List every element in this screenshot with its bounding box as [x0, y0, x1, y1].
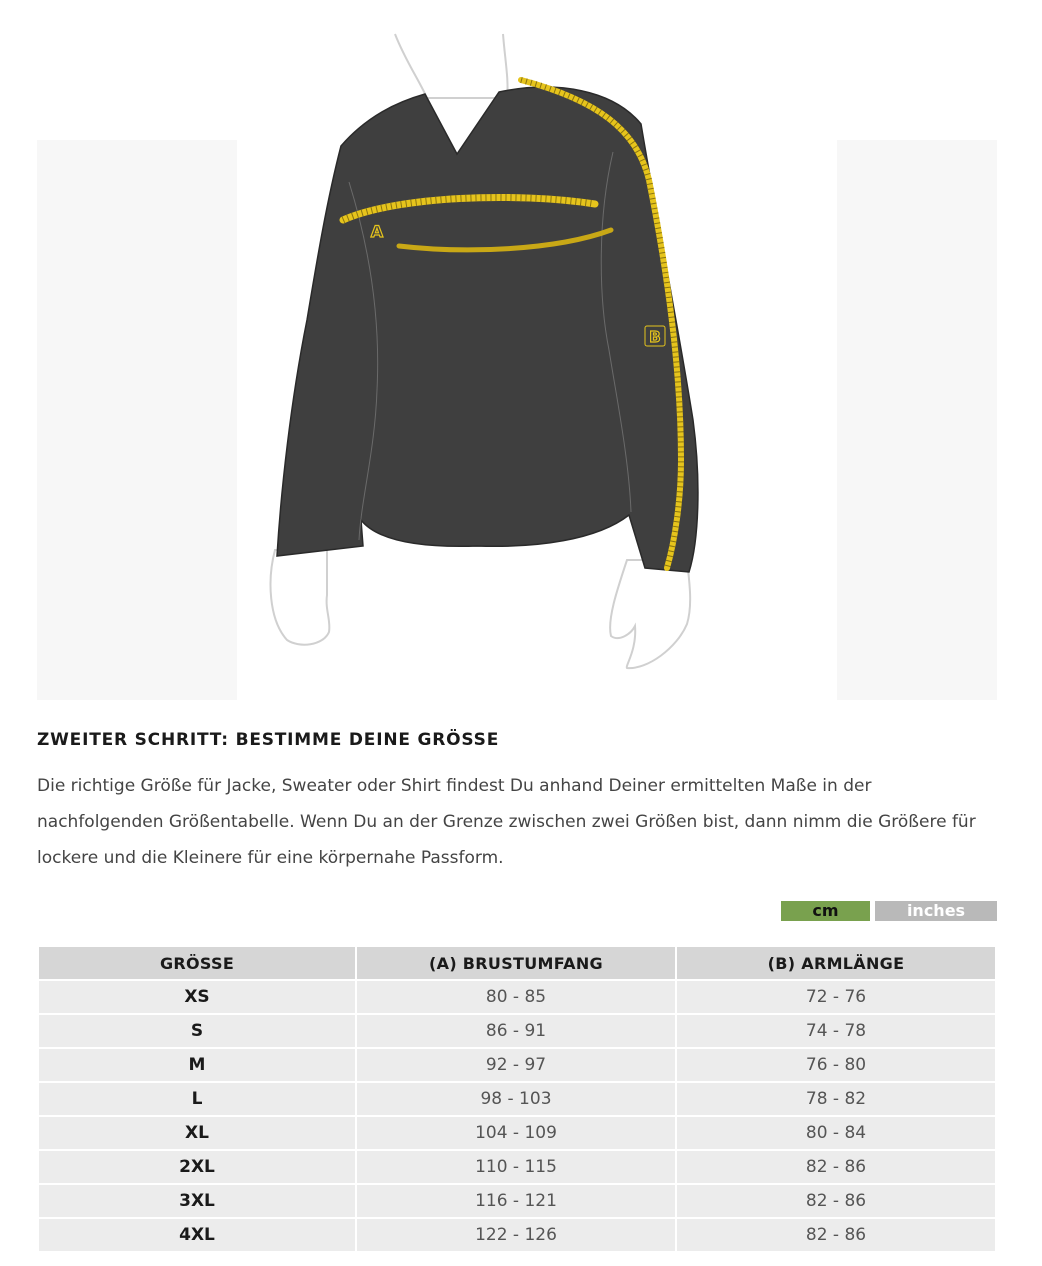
marker-a-label: A — [370, 222, 384, 241]
chest-cell: 98 - 103 — [357, 1083, 675, 1115]
right-background-panel — [837, 140, 997, 700]
table-row — [39, 1015, 995, 1047]
unit-toggle — [781, 901, 997, 921]
marker-b-label: B — [649, 328, 661, 346]
measurement-illustration — [37, 20, 997, 700]
table-row — [39, 1151, 995, 1183]
chest-cell: 92 - 97 — [357, 1049, 675, 1081]
step-title: ZWEITER SCHRITT: BESTIMME DEINE GRÖSSE — [37, 730, 500, 750]
chest-cell: 110 - 115 — [357, 1151, 675, 1183]
size-cell: S — [39, 1015, 355, 1047]
table-header-row — [39, 947, 995, 979]
table-row — [39, 1219, 995, 1251]
arm-cell: 82 - 86 — [677, 1185, 995, 1217]
table-row — [39, 1049, 995, 1081]
size-cell: M — [39, 1049, 355, 1081]
arm-cell: 72 - 76 — [677, 981, 995, 1013]
unit-cm-button[interactable]: cm — [781, 901, 870, 921]
chest-cell: 86 - 91 — [357, 1015, 675, 1047]
size-cell: XS — [39, 981, 355, 1013]
arm-cell: 78 - 82 — [677, 1083, 995, 1115]
header-size: GRÖSSE — [39, 947, 355, 979]
neck-outline — [395, 34, 508, 98]
size-cell: 3XL — [39, 1185, 355, 1217]
table-row — [39, 981, 995, 1013]
size-cell: 2XL — [39, 1151, 355, 1183]
arm-cell: 82 - 86 — [677, 1219, 995, 1251]
table-row — [39, 1083, 995, 1115]
arm-cell: 82 - 86 — [677, 1151, 995, 1183]
unit-inches-button[interactable]: inches — [875, 901, 997, 921]
size-cell: 4XL — [39, 1219, 355, 1251]
chest-cell: 80 - 85 — [357, 981, 675, 1013]
arm-cell: 74 - 78 — [677, 1015, 995, 1047]
header-arm: (B) ARMLÄNGE — [677, 947, 995, 979]
left-background-panel — [37, 140, 237, 700]
header-chest: (A) BRUSTUMFANG — [357, 947, 675, 979]
chest-cell: 122 - 126 — [357, 1219, 675, 1251]
arm-cell: 80 - 84 — [677, 1117, 995, 1149]
size-cell: L — [39, 1083, 355, 1115]
table-row — [39, 1185, 995, 1217]
left-hand — [271, 550, 330, 645]
step-description: Die richtige Größe für Jacke, Sweater oder Shirt findest Du anhand Deiner ermittelten Maße in der nachfolgenden Größentabelle. Wenn Du an der Grenze zwischen zwei Größen bist, dann nimm die Größere für lockere und die Kleinere für eine körpernahe Passform. — [37, 776, 976, 868]
chest-cell: 104 - 109 — [357, 1117, 675, 1149]
size-table — [37, 945, 997, 1253]
sweater-measurement-figure — [37, 20, 997, 700]
size-cell: XL — [39, 1117, 355, 1149]
arm-cell: 76 - 80 — [677, 1049, 995, 1081]
table-row — [39, 1117, 995, 1149]
right-hand — [610, 560, 690, 668]
sweater-body — [277, 87, 698, 572]
chest-cell: 116 - 121 — [357, 1185, 675, 1217]
